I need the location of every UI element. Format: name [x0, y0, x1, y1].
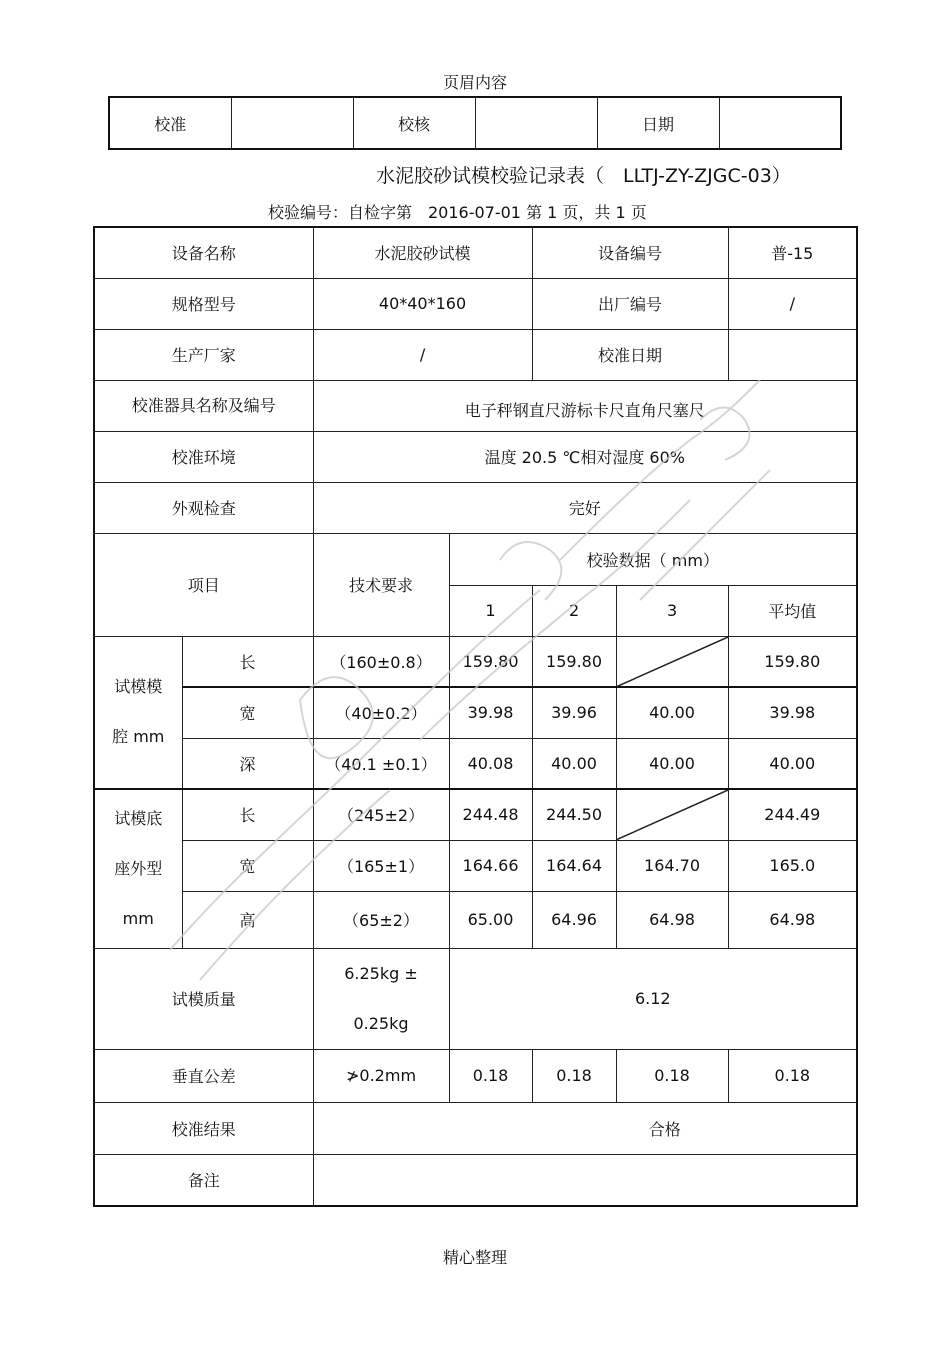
cavity-row-v3: 40.00: [616, 738, 728, 789]
base-row-v1: 244.48: [449, 789, 532, 840]
cavity-row-v2: 159.80: [532, 636, 616, 687]
base-group-line-3: mm: [122, 908, 154, 928]
mass-requirement: [313, 948, 449, 1049]
base-row-v2: 64.96: [532, 891, 616, 948]
cavity-row-v1: 40.08: [449, 738, 532, 789]
result-label: 校准结果: [94, 1102, 313, 1154]
device-no-value: 普-15: [728, 227, 857, 278]
base-row-req: （165±1）: [313, 840, 449, 891]
cavity-row-avg: 40.00: [728, 738, 857, 789]
vertical-avg: 0.18: [728, 1049, 857, 1102]
spec-value: 40*40*160: [313, 278, 532, 329]
checker-field[interactable]: [475, 97, 597, 149]
base-row-v2: 244.50: [532, 789, 616, 840]
appearance-label: 外观检查: [94, 482, 313, 533]
cavity-group-label: [94, 636, 182, 789]
vertical-v2: 0.18: [532, 1049, 616, 1102]
calibrator-label: 校准: [109, 97, 231, 149]
cavity-row-name: 深: [182, 738, 313, 789]
mass-label: 试模质量: [94, 948, 313, 1049]
base-group-line-2: 座外型: [114, 858, 163, 878]
calib-date-label: 校准日期: [532, 329, 728, 380]
mass-value: 6.12: [449, 948, 857, 1049]
device-name-value: 水泥胶砂试模: [313, 227, 532, 278]
col-3-header: 3: [616, 585, 728, 636]
diagonal-line: [617, 637, 728, 687]
data-header: 校验数据（ mm）: [449, 533, 857, 585]
cavity-row-req: （160±0.8）: [313, 636, 449, 687]
base-row-v3: 164.70: [616, 840, 728, 891]
cavity-group-line-1: 试模模: [114, 677, 163, 697]
device-no-label: 设备编号: [532, 227, 728, 278]
result-value: 合格: [313, 1102, 857, 1154]
cavity-row-v2: 39.96: [532, 687, 616, 738]
factory-no-label: 出厂编号: [532, 278, 728, 329]
maker-value: /: [313, 329, 532, 380]
calibration-table: [93, 226, 858, 1207]
base-row-req: （65±2）: [313, 891, 449, 948]
remark-value: [313, 1154, 857, 1206]
cavity-row-v1: 39.98: [449, 687, 532, 738]
date-field[interactable]: [719, 97, 841, 149]
base-row-avg: 165.0: [728, 840, 857, 891]
document-title: 水泥胶砂试模校验记录表（ LLTJ-ZY-ZJGC-03）: [376, 165, 791, 187]
col-1-header: 1: [449, 585, 532, 636]
cavity-row-v3: 40.00: [616, 687, 728, 738]
base-row-name: 长: [182, 789, 313, 840]
mass-req-line-2: 0.25kg: [353, 1013, 409, 1033]
env-label: 校准环境: [94, 431, 313, 482]
signature-table: [108, 96, 842, 150]
instruments-label: 校准器具名称及编号: [94, 380, 313, 431]
base-row-v3: 64.98: [616, 891, 728, 948]
base-row-v3-empty: [616, 789, 728, 840]
cavity-row-name: 长: [182, 636, 313, 687]
base-row-name: 高: [182, 891, 313, 948]
diagonal-line: [617, 790, 728, 840]
calibrator-field[interactable]: [231, 97, 353, 149]
base-row-req: （245±2）: [313, 789, 449, 840]
remark-label: 备注: [94, 1154, 313, 1206]
base-row-v1: 164.66: [449, 840, 532, 891]
vertical-v1: 0.18: [449, 1049, 532, 1102]
base-group-label: [94, 789, 182, 948]
avg-header: 平均值: [728, 585, 857, 636]
checker-label: 校核: [353, 97, 475, 149]
base-row-v1: 65.00: [449, 891, 532, 948]
item-header: 项目: [94, 533, 313, 636]
cavity-row-v3-empty: [616, 636, 728, 687]
instruments-value: 电子秤钢直尺游标卡尺直角尺塞尺: [313, 380, 857, 431]
vertical-v3: 0.18: [616, 1049, 728, 1102]
factory-no-value: /: [728, 278, 857, 329]
mass-req-line-1: 6.25kg ±: [344, 963, 418, 983]
cavity-row-v2: 40.00: [532, 738, 616, 789]
spec-label: 规格型号: [94, 278, 313, 329]
base-row-avg: 244.49: [728, 789, 857, 840]
calib-date-value: [728, 329, 857, 380]
base-group-line-1: 试模底: [114, 808, 163, 828]
cavity-row-avg: 159.80: [728, 636, 857, 687]
base-row-avg: 64.98: [728, 891, 857, 948]
date-label: 日期: [597, 97, 719, 149]
base-row-v2: 164.64: [532, 840, 616, 891]
cavity-row-avg: 39.98: [728, 687, 857, 738]
device-name-label: 设备名称: [94, 227, 313, 278]
cavity-group-line-2: 腔 mm: [112, 727, 165, 747]
vertical-req: ≯0.2mm: [313, 1049, 449, 1102]
cavity-row-req: （40±0.2）: [313, 687, 449, 738]
document-subtitle: 校验编号：自检字第 2016-07-01 第 1 页，共 1 页: [268, 203, 647, 222]
appearance-value: 完好: [313, 482, 857, 533]
cavity-row-req: （40.1 ±0.1）: [313, 738, 449, 789]
col-2-header: 2: [532, 585, 616, 636]
maker-label: 生产厂家: [94, 329, 313, 380]
env-value: 温度 20.5 ℃相对湿度 60%: [313, 431, 857, 482]
cavity-row-v1: 159.80: [449, 636, 532, 687]
page-footer: 精心整理: [442, 1248, 507, 1267]
page-header: 页眉内容: [442, 73, 507, 92]
requirement-header: 技术要求: [313, 533, 449, 636]
cavity-row-name: 宽: [182, 687, 313, 738]
vertical-label: 垂直公差: [94, 1049, 313, 1102]
base-row-name: 宽: [182, 840, 313, 891]
